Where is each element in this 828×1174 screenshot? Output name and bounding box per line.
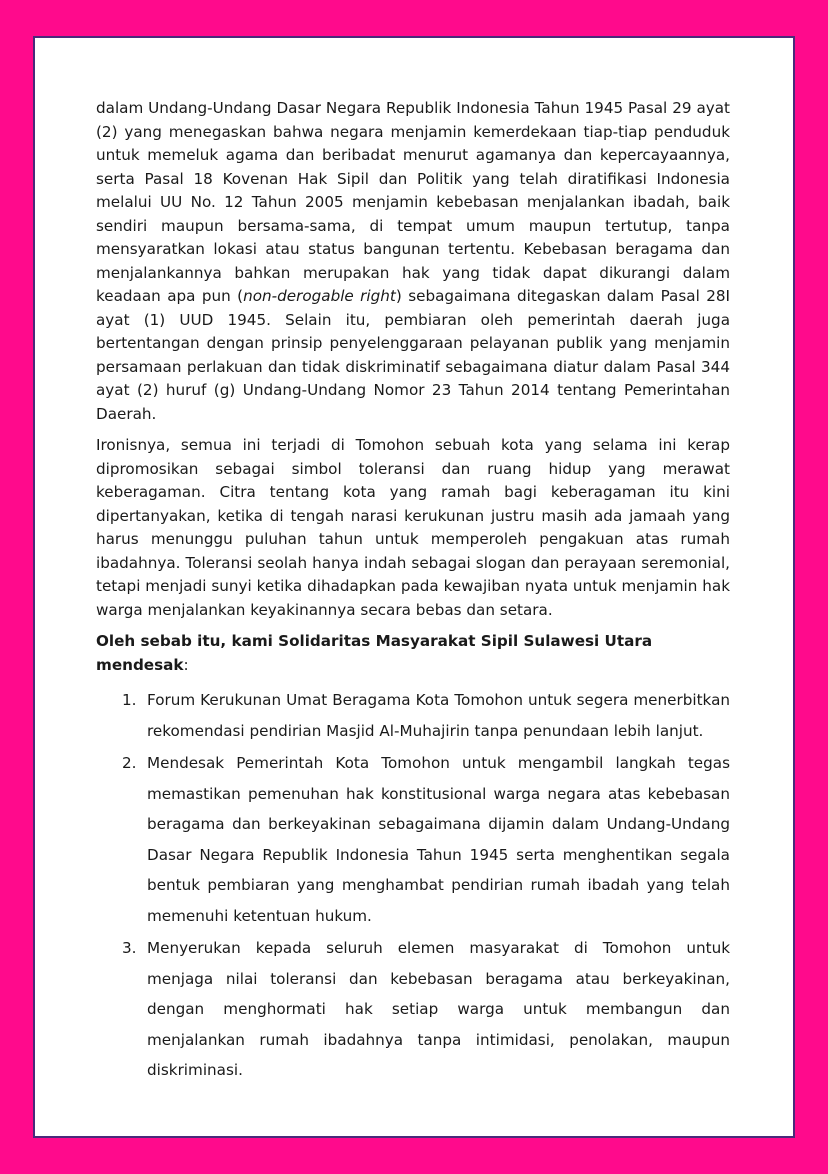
paragraph-tomohon-irony: Ironisnya, semua ini terjadi di Tomohon sebuah kota yang selama ini kerap dipromosikan sebagai simbol toleransi dan ruang hidup yang merawat keberagaman. Citra tentang kota yang ramah bagi keberagaman itu kini dipertanyakan, ketika di tengah narasi kerukunan justru masih ada jamaah yang harus menunggu puluhan tahun untuk memperoleh pengakuan atas rumah ibadahnya. Toleransi seolah hanya indah sebagai slogan dan perayaan seremonial, tetapi menjadi sunyi ketika dihadapkan pada kewajiban nyata untuk menjamin hak warga menjalankan keyakinannya secara bebas dan setara. (96, 436, 730, 619)
document-body (96, 97, 730, 1086)
paragraph-1-text-a: dalam Undang-Undang Dasar Negara Republik Indonesia Tahun 1945 Pasal 29 ayat (2) yang menegaskan bahwa negara menjamin kemerdekaan tiap-tiap penduduk untuk memeluk agama dan beribadat menurut agamanya dan kepercayaannya, serta Pasal 18 Kovenan Hak Sipil dan Politik yang telah diratifikasi Indonesia melalui UU No. 12 Tahun 2005 menjamin kebebasan menjalankan ibadah, baik sendiri maupun bersama-sama, di tempat umum maupun tertutup, tanpa mensyaratkan lokasi atau status bangunan tertentu. Kebebasan beragama dan menjalankannya bahkan merupakan hak yang tidak dapat dikurangi dalam keadaan apa pun ( (96, 99, 730, 305)
list-item-text: Menyerukan kepada seluruh elemen masyarakat di Tomohon untuk menjaga nilai toleransi dan kebebasan beragama atau berkeyakinan, dengan menghormati hak setiap warga untuk membangun dan menjalankan rumah ibadahnya tanpa intimidasi, penolakan, maupun diskriminasi. (147, 939, 730, 1079)
list-item-text: Mendesak Pemerintah Kota Tomohon untuk mengambil langkah tegas memastikan pemenuhan hak konstitusional warga negara atas kebebasan beragama dan berkeyakinan sebagaimana dijamin dalam Undang-Undang Dasar Negara Republik Indonesia Tahun 1945 serta menghentikan segala bentuk pembiaran yang menghambat pendirian rumah ibadah yang telah memenuhi ketentuan hukum. (147, 754, 730, 925)
list-item (96, 933, 730, 1086)
list-item-number: 2. (122, 754, 137, 772)
list-item (96, 685, 730, 746)
demands-list (96, 685, 730, 1086)
paragraph-legal-basis (96, 97, 730, 426)
paragraph-1-text-b: ) sebagaimana ditegaskan dalam Pasal 28I ayat (1) UUD 1945. Selain itu, pembiaran oleh pemerintah daerah juga bertentangan dengan prinsip penyelenggaraan pelayanan publik yang menjamin persamaan perlakuan dan tidak diskriminatif sebagaimana diatur dalam Pasal 344 ayat (2) huruf (g) Undang-Undang Nomor 23 Tahun 2014 tentang Pemerintahan Daerah. (96, 287, 730, 423)
paragraph-1-italic-term: non-derogable right (243, 287, 396, 305)
call-heading-text: Oleh sebab itu, kami Solidaritas Masyarakat Sipil Sulawesi Utara mendesak (96, 632, 653, 674)
call-heading (96, 630, 730, 677)
list-item-number: 3. (122, 939, 137, 957)
list-item-text: Forum Kerukunan Umat Beragama Kota Tomohon untuk segera menerbitkan rekomendasi pendirian Masjid Al-Muhajirin tanpa penundaan lebih lanjut. (147, 691, 730, 740)
call-heading-colon: : (183, 655, 189, 674)
list-item (96, 748, 730, 931)
list-item-number: 1. (122, 691, 137, 709)
